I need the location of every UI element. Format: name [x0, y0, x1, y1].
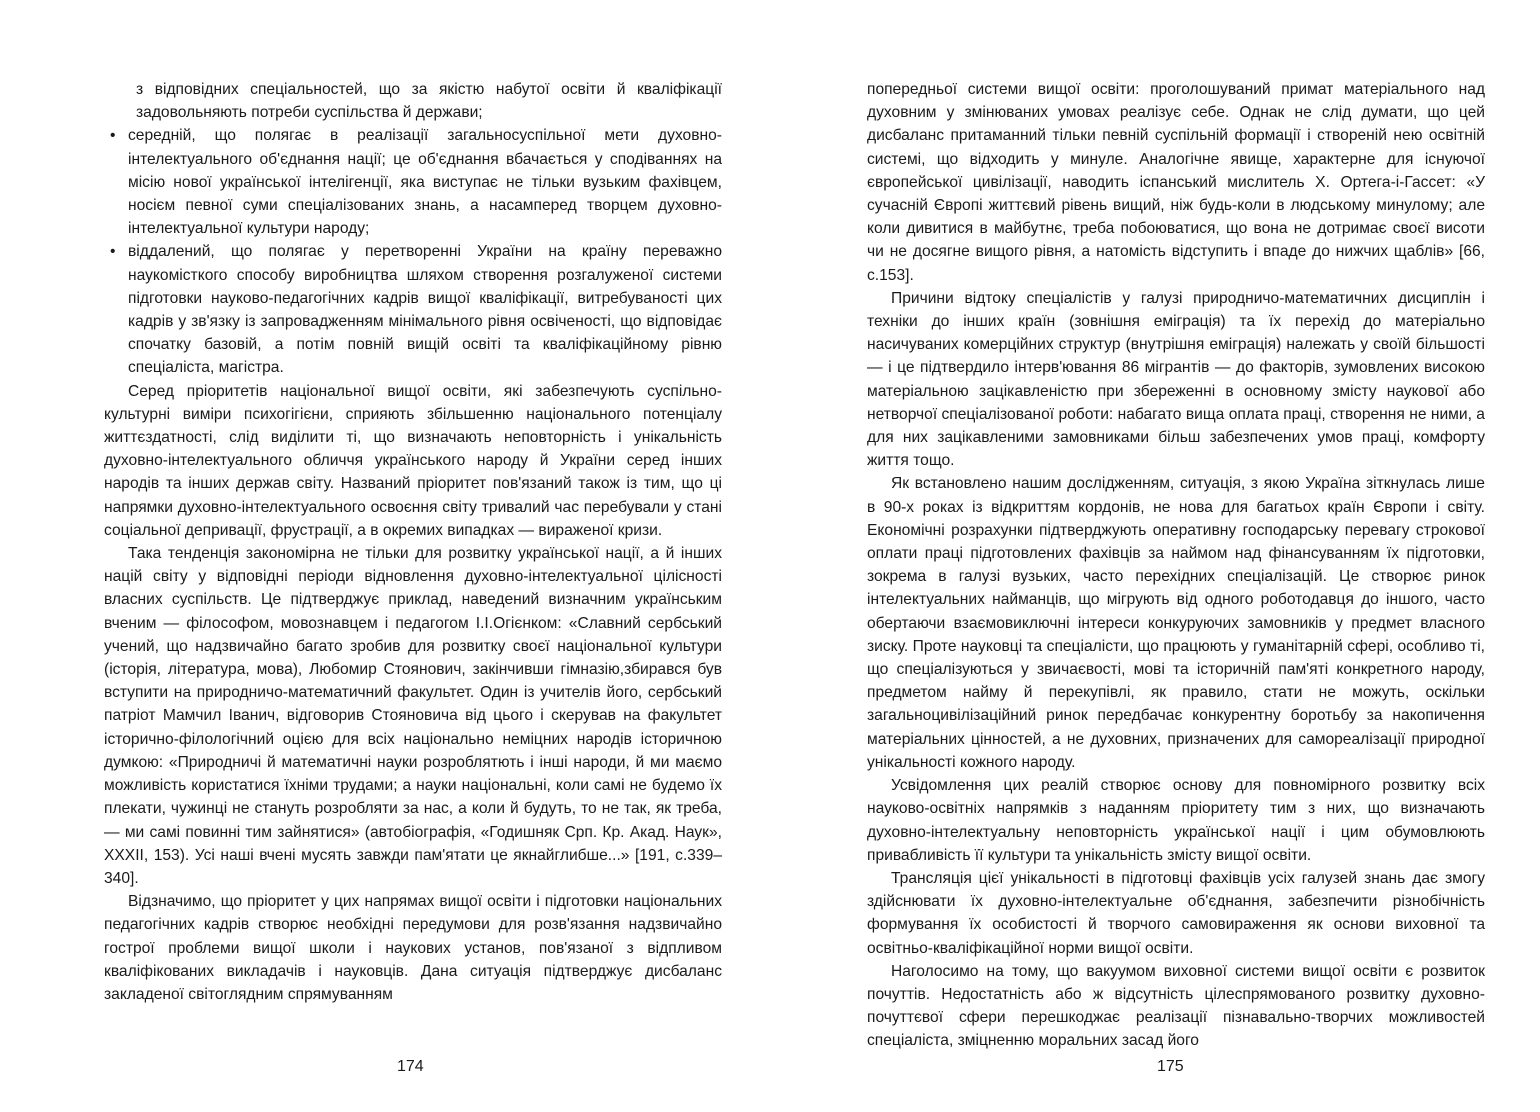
- bullet-icon: •: [110, 243, 116, 261]
- bullet-icon: •: [110, 127, 116, 145]
- paragraph: Наголосимо на тому, що вакуумом виховної системи вищої освіти є розвиток почуттів. Недостатність або ж відсутність цілеспрямованого розвитку духовно-почуттєвої сфери перешкоджає реалізації пізнавально-творчих можливостей спеціаліста, зміцненню моральних засад його: [867, 962, 1485, 1050]
- paragraph: Відзначимо, що пріоритет у цих напрямах вищої освіти і підготовки національних педагогічних кадрів створює необхідні передумови для розв'язання надзвичайно гострої проблеми вищої школи і наукових установ, пов'язаної з відпливом кваліфікованих викладачів і науковців. Дана ситуація підтверджує дисбаланс закладеної світоглядним спрямуванням: [104, 893, 722, 1003]
- paragraph: Трансляція цієї унікальності в підготовці фахівців усіх галузей знань дає змогу здійснювати їх духовно-інтелектуальне об'єднання, забезпечити різнобічність формування їх особистості й творчого самовираження як основи виховної та освітньо-кваліфікаційної норми вищої освіти.: [867, 869, 1485, 957]
- paragraph: Усвідомлення цих реалій створює основу для повномірного розвитку всіх науково-освітніх напрямків з наданням пріоритету тим з них, що визначають духовно-інтелектуальну неповторність української нації і цим обумовлюють привабливість її культури та унікальність змісту вищої освіти.: [867, 777, 1485, 864]
- right-page: [770, 0, 1540, 1112]
- left-text-column: [104, 78, 722, 1006]
- page-number: 175: [1157, 1058, 1184, 1075]
- paragraph: Серед пріоритетів національної вищої освіти, які забезпечують суспільно-культурні виміри психогігієни, сприяють збільшенню національного потенціалу життєздатності, слід виділити ті, що визначають неповторність і унікальність духовно-інтелектуального обличчя українського народу й України серед інших народів та інших держав світу. Названий пріоритет пов'язаний також із тим, що ці напрямки духовно-інтелектуального освоєння світу тривалий час перебували у стані соціальної депривації, фрустрації, а в окремих випадках — вираженої кризи.: [104, 382, 722, 539]
- right-text-column: [867, 78, 1485, 1053]
- paragraph: Як встановлено нашим дослідженням, ситуація, з якою Україна зіткнулась лише в 90-х роках із відкриттям кордонів, не нова для багатьох країн Європи і світу. Економічні розрахунки підтверджують оперативну господарську перевагу строкової оплати праці підготовлених фахівців за наймом над фінансуванням їх підготовки, зокрема в галузі вузьких, часто перехідних спеціалізацій. Це створює ринок інтелектуальних найманців, що мігрують від одного роботодавця до іншого, часто обертаючи взаємовиключні інтереси конкуруючих замовників у предмет власного зиску. Проте науковці та спеціалісти, що працюють у гуманітарній сфері, особливо ті, що спеціалізуються у звичаєвості, мові та історичній пам'яті конкретного народу, предметом найму й перекупівлі, як правило, стати не можуть, оскільки загальноцивілізаційний ринок передбачає конкурентну боротьбу за накопичення матеріальних цінностей, а не духовних, призначених для самореалізації природної унікальності кожного народу.: [867, 475, 1485, 771]
- list-item-continuation: з відповідних спеціальностей, що за якістю набутої освіти й кваліфікації задовольняють потреби суспільства й держави;: [136, 81, 722, 122]
- paragraph: попередньої системи вищої освіти: проголошуваний примат матеріального над духовним у змінюваних умовах реалізує себе. Однак не слід думати, що цей дисбаланс притаманний тільки певній суспільній формації і створеній нею освітній системі, що відходить у минуле. Аналогічне явище, характерне для існуючої європейської цивілізації, наводить іспанський мислитель Х. Ортега-і-Гассет: «У сучасній Європі життєвий рівень вищий, ніж будь-коли в людському минулому; але коли дивитися в майбутнє, треба побоюватися, що вона не дотримає своєї висоти чи не досягне вищого рівня, а натомість відступить і впаде до нижчих щаблів» [66, с.153].: [867, 81, 1485, 284]
- page-number: 174: [397, 1058, 424, 1075]
- list-item: [104, 240, 722, 379]
- bullet-list: [104, 78, 722, 380]
- list-item: [104, 124, 722, 240]
- list-item-text: середній, що полягає в реалізації загальносуспільної мети духовно-інтелектуального об'єднання нації; це об'єднання вбачається у сподіваннях на місію нової української інтелігенції, яка виступає не тільки вузьким фахівцем, носієм певної суми спеціалізованих знань, а насамперед творцем духовно-інтелектуальної культури народу;: [128, 127, 722, 238]
- paragraph: Причини відтоку спеціалістів у галузі природничо-математичних дисциплін і техніки до інших країн (зовнішня еміграція) та їх перехід до матеріально насичуваних комерційних структур (внутрішня еміграція) належать у своїй більшості — і це підтвердило інтерв'ювання 86 мігрантів — до факторів, зумовлених високою матеріальною зацікавленістю при збереженні в основному змісту наукової або нетворчої спеціалізованої роботи: набагато вища оплата праці, створення не ними, а для них зацікавленими замовниками більш забезпечених умов праці, комфорту життя тощо.: [867, 289, 1485, 470]
- paragraph: Така тенденція закономірна не тільки для розвитку української нації, а й інших націй світу у відповідні періоди відновлення духовно-інтелектуальної цілісності власних суспільств. Це підтверджує приклад, наведений визначним українським вченим — філософом, мовознавцем і педагогом І.І.Огієнком: «Славний сербський учений, що надзвичайно багато зробив для розвитку своєї національної культури (історія, література, мова), Любомир Стоянович, закінчивши гімназію,збирався був вступити на природничо-математичний факультет. Один із учителів його, сербський патріот Мамчил Іванич, відговорив Стояновича від цього і скерував на факультет історично-філологічний оцією для всіх національно неміцних народів історичною думкою: «Природничі й математичні науки розроблятють і інші народи, й ми маємо можливість користатися їхніми трудами; а науки національні, коли самі не будемо їх плекати, чужинці не стануть розробляти за нас, а коли й будуть, то не так, як треба, — ми самі повинні тим зайнятися» (автобіографія, «Годишняк Срп. Кр. Акад. Наук», XXXII, 153). Усі наші вчені мусять завжди пам'ятати це якнайглибше...» [191, с.339–340].: [104, 545, 722, 887]
- list-item-text: віддалений, що полягає у перетворенні України на країну переважно наукомісткого способу виробництва шляхом створення розгалуженої системи підготовки науково-педагогічних кадрів вищої кваліфікації, витребуваності цих кадрів у зв'язку із запровадженням мінімального рівня освіченості, що відповідає спочатку базовій, а потім повній вищій освіті та кваліфікаційному рівню спеціаліста, магістра.: [128, 243, 722, 377]
